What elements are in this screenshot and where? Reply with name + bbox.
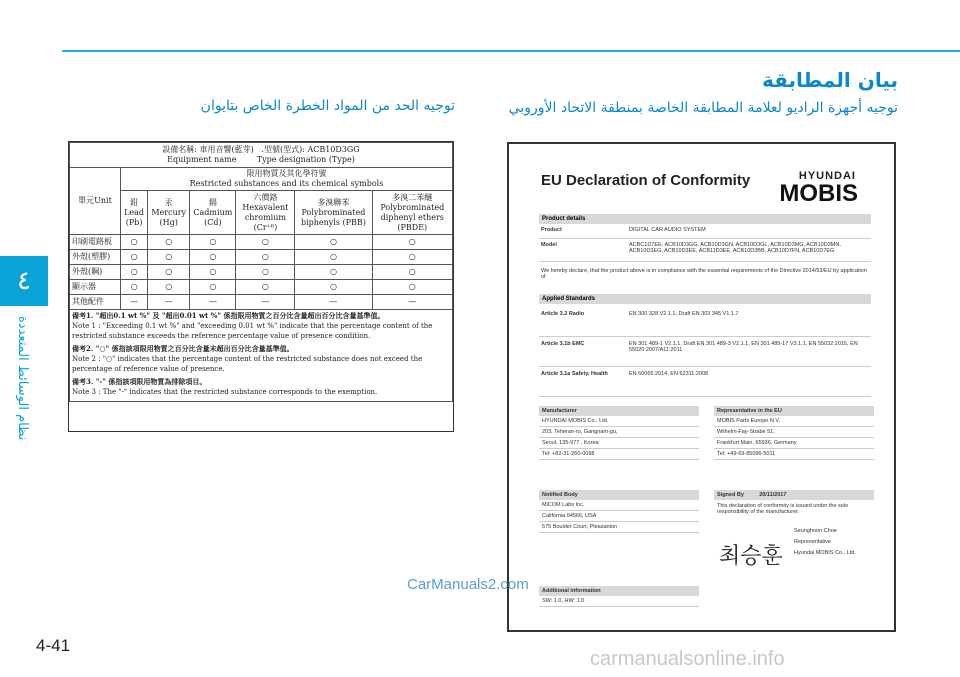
value-cell: — [190,295,236,310]
value-cell: ○ [236,280,295,295]
unit-cell: 外殼(鋼) [70,265,121,280]
col-lead: 鉛Lead (Pb) [121,191,148,235]
block-header: Representative in the EU [714,406,874,416]
equipment-row: 設備名稱: 車用音響(藍芽) .型號(型式): ACB10D3GG Equipment name Type designation (Type) [70,143,453,168]
value-cell: ○ [190,280,236,295]
representative-block [714,406,874,460]
chapter-title: نظام الوسائط المتعددة [15,316,30,441]
restricted-header: 限用物質及其化學符號 Restricted substances and its chemical symbols [121,168,453,191]
block-line: California 94566, USA [539,511,699,522]
value-cell: — [236,295,295,310]
value-cell: ○ [190,250,236,265]
value-cell: ○ [295,235,372,250]
notified-body-block [539,490,699,533]
rohs-table-image [68,141,454,432]
col-pbb: 多溴聯苯 Polybrominated biphenyls (PBB) [295,191,372,235]
value-cell: ○ [295,250,372,265]
unit-header: 單元Unit [70,168,121,235]
article-safety-row: Article 3.1a Safety, Health EN 60065:2014, EN 62311:2008 [539,369,871,397]
block-line: 575 Boulder Court, Pleasanton [539,522,699,533]
product-row: Product DIGITAL CAR AUDIO SYSTEM [539,225,871,239]
block-header: Manufacturer [539,406,699,416]
block-line: Frankfurt Main, 65936, Germany [714,438,874,449]
taiwan-rohs-heading: توجيه الحد من المواد الخطرة الخاص بتايوان [200,98,455,114]
value-cell: ○ [148,250,190,265]
manufacturer-block [539,406,699,460]
value-cell: ○ [236,235,295,250]
main-heading: بيان المطابقة [761,68,898,92]
article-radio-row: Article 3.2 Radio EN 300 328 V2.1.1, Draft EN 303 345 V1.1.7 [539,309,871,337]
table-row [70,280,453,295]
value-cell: ○ [372,280,452,295]
page-number: 4-41 [36,636,71,655]
value-cell: ○ [372,250,452,265]
value-cell: ○ [121,265,148,280]
value-cell: — [121,295,148,310]
value-cell: ○ [236,250,295,265]
unit-cell: 顯示器 [70,280,121,295]
value-cell: ○ [121,280,148,295]
applied-standards-header: Applied Standards [539,294,871,304]
block-line: HYUNDAI MOBIS Co., Ltd. [539,416,699,427]
eu-red-heading: توجيه أجهزة الراديو لعلامة المطابقة الخاصة بمنطقة الاتحاد الأوروبي [508,100,898,116]
table-notes: 備考1. "超出0.1 wt %" 及 "超出0.01 wt %" 係指限用物質之百分比含量超出百分比含量基準值。 Note 1 : "Exceeding 0.1 wt %" and "exceeding 0.01 wt %" indicate that the percentage content of the restricted substance exceeds the reference percentage value of presence condition. 備考2. "○" 係指該項限用物質之百分比含量未超出百分比含量基準值。 Note 2 : "○" indicates that the percentage content of the restricted substance does not exceed the percentage of reference value of presence. 備考3. "-" 係指該項限用物質為排除項目。 Note 3 : The "-" indicates that the restricted substance corresponds to the exemption. [70,310,453,402]
chapter-number: ٤ [17,266,31,296]
block-line: 203, Teheran-ro, Gangnam-gu, [539,427,699,438]
chapter-tab [0,256,48,306]
value-cell: ○ [372,235,452,250]
value-cell: — [295,295,372,310]
article-emc-row: Article 3.1b EMC EN 301 489-1 V2.1.1, Draft EN 301 489-3 V2.1.1, EN 301 489-17 V3.1.1, EN 55032:2015, EN 55020:2007/A11:2011 [539,339,871,367]
declare-text: We hereby declare, that the product above is in compliance with the essential requirements of the Directive 2014/53/EU by application of [541,268,867,280]
value-cell: ○ [148,280,190,295]
unit-cell: 其他配件 [70,295,121,310]
value-cell: ○ [148,265,190,280]
block-line: Tel: +82-31-260-0098 [539,449,699,460]
col-cadmium: 鎘Cadmium (Cd) [190,191,236,235]
signed-block: Signed By 20/11/2017 This declaration of conformity is issued under the sole responsibility of the manufacturer. Seunghoon Choe Representative Hyundai MOBIS Co., Ltd. [714,490,874,559]
col-chromium: 六價鉻 Hexavalent chromium (Cr⁺⁶) [236,191,295,235]
table-row [70,265,453,280]
value-cell: ○ [148,235,190,250]
value-cell: ○ [372,265,452,280]
block-line: Wilhelm-Fay-Strabe 51, [714,427,874,438]
doc-title: EU Declaration of Conformity [541,172,751,189]
col-mercury: 汞Mercury (Hg) [148,191,190,235]
value-cell: ○ [295,280,372,295]
block-header: Notified Body [539,490,699,500]
value-cell: — [372,295,452,310]
block-line: Seoul, 135-977 , Korea [539,438,699,449]
table-row [70,235,453,250]
footer-watermark: carmanualsonline.info [590,648,785,670]
product-details-header: Product details [539,214,871,224]
table-row [70,295,453,310]
value-cell: ○ [236,265,295,280]
eu-declaration-image [507,142,896,632]
table-row [70,250,453,265]
value-cell: ○ [295,265,372,280]
value-cell: — [148,295,190,310]
col-pbde: 多溴二苯醚 Polybrominated diphenyl ethers (PBDE) [372,191,452,235]
block-line: MiCOM Labs Inc. [539,500,699,511]
unit-cell: 外殼(塑膠) [70,250,121,265]
model-row: Model ACBC1D7EE, ACB10D3GG, ACB10D3GN, ACB10D3GL, ACB10D3MG, ACB10D3MN, ACB10D3EG, ACB10D3EE, ACB11D3EE, ACB10D3BB, ACB10D7FN, ACB10D7EG [539,240,871,262]
unit-cell: 印刷電路板 [70,235,121,250]
additional-info-block: Additional information SW: 1.0, HW: 1.0 [539,586,699,607]
logo-mobis: MOBIS [779,180,858,207]
block-line: Tel: +49-69-85096-5011 [714,449,874,460]
value-cell: ○ [190,265,236,280]
value-cell: ○ [121,235,148,250]
value-cell: ○ [190,235,236,250]
top-rule [62,50,960,52]
watermark: CarManuals2.com [407,576,529,593]
block-line: MOBIS Parts Europe N.V. [714,416,874,427]
logo-hyundai: HYUNDAI [798,170,856,182]
signature-image: 최승훈 [719,544,783,569]
value-cell: ○ [121,250,148,265]
rohs-table [69,142,453,402]
